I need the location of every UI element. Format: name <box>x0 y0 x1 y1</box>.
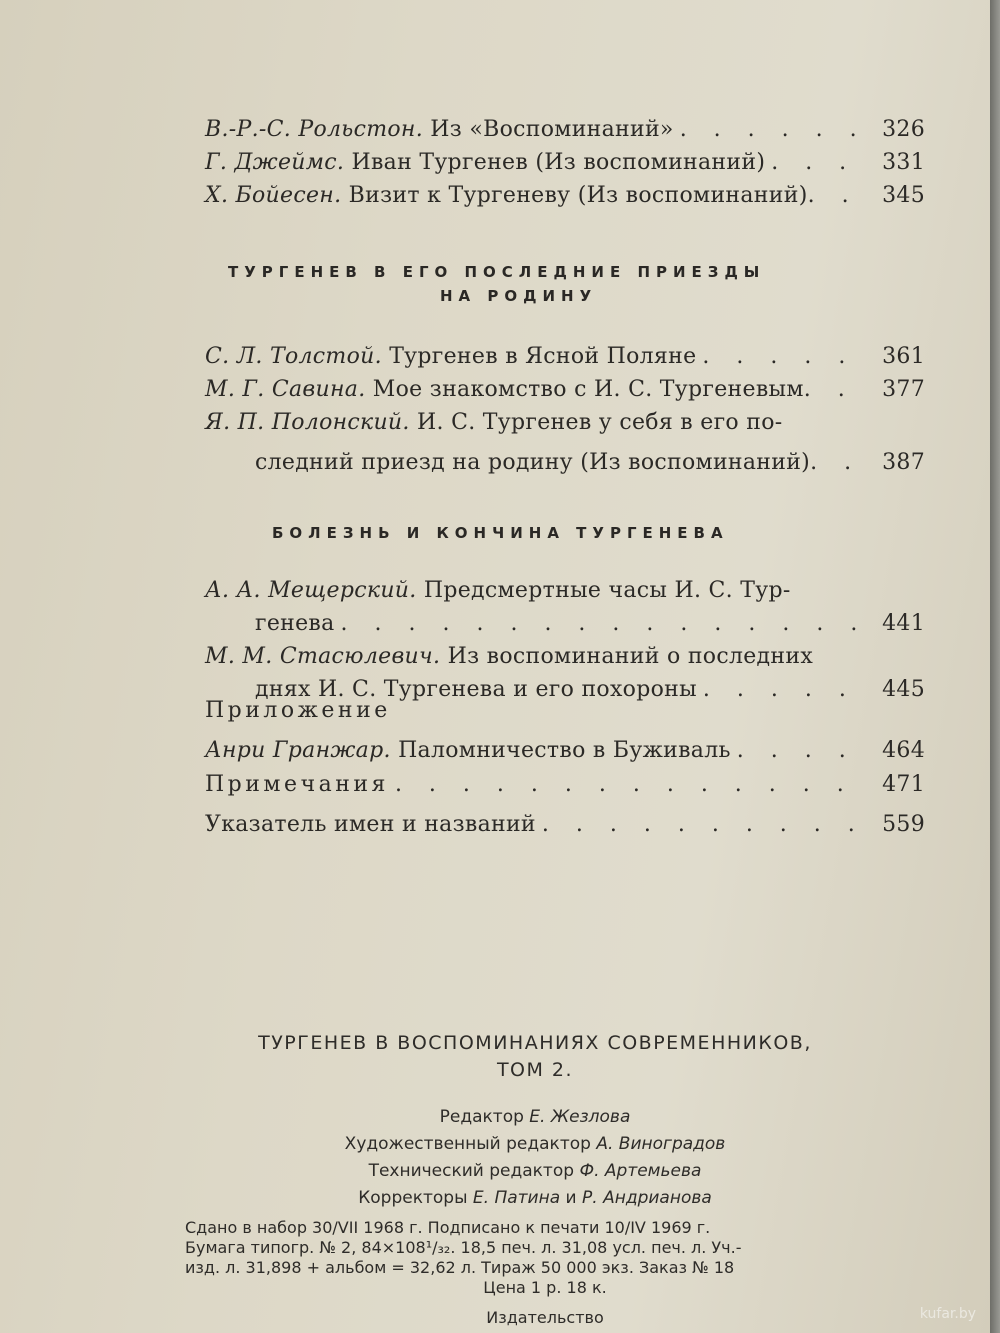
entry-page: 331 <box>882 150 925 175</box>
toc-entry <box>205 373 925 406</box>
entry-title: Иван Тургенев (Из воспоминаний) <box>351 150 766 175</box>
pub-line: Сдано в набор 30/VII 1968 г. Подписано к печати 10/IV 1969 г. <box>185 1218 711 1237</box>
entry-title: Из воспоминаний о последних <box>447 644 814 669</box>
entry-title-cont: следний приезд на родину (Из воспоминаний) <box>255 450 811 475</box>
entry-title: И. С. Тургенев у себя в его по- <box>417 410 783 435</box>
credit-proofreaders <box>175 1185 895 1212</box>
credit-name: Р. Андрианова <box>582 1188 712 1208</box>
leader-dots <box>542 808 859 841</box>
pub-line: Бумага типогр. № 2, 84×108¹/₃₂. 18,5 печ. л. 31,08 усл. печ. л. Уч.- <box>185 1238 742 1257</box>
page-edge-shadow <box>990 0 1000 1333</box>
entry-page: 361 <box>882 344 925 369</box>
pub-price: Цена 1 р. 18 к. <box>483 1278 607 1297</box>
credit-label: Корректоры <box>358 1188 468 1208</box>
toc-entry <box>205 734 925 767</box>
toc-entry <box>205 179 925 212</box>
section-heading: ТУРГЕНЕВ В ЕГО ПОСЛЕДНИЕ ПРИЕЗДЫ <box>228 263 766 281</box>
entry-page: 326 <box>882 117 925 142</box>
entry-author: М. М. Стасюлевич. <box>205 644 441 669</box>
credit-label: Художественный редактор <box>344 1134 591 1154</box>
watermark: kufar.by <box>919 1306 976 1322</box>
entry-title: Тургенев в Ясной Поляне <box>389 344 697 369</box>
section-heading-cont: НА РОДИНУ <box>440 287 598 305</box>
credit-label: Технический редактор <box>368 1161 575 1181</box>
entry-page: 387 <box>882 450 925 475</box>
entry-author: Г. Джеймс. <box>205 150 345 175</box>
entry-title: Мое знакомство с И. С. Тургеневым <box>372 377 804 402</box>
entry-title: Паломничество в Буживаль <box>398 738 731 763</box>
credit-label: Редактор <box>439 1107 524 1127</box>
credit-name: А. Виноградов <box>596 1134 726 1154</box>
imprint-block <box>175 1030 895 1212</box>
credit-art-editor <box>175 1131 895 1158</box>
entry-title: Примечания <box>205 772 389 797</box>
credit-name: Е. Патина <box>472 1188 561 1208</box>
entry-author: А. А. Мещерский. <box>205 578 417 603</box>
toc-entry <box>205 808 925 841</box>
toc-entry <box>205 768 925 801</box>
entry-page: 464 <box>882 738 925 763</box>
leader-dots <box>680 113 859 146</box>
leader-dots <box>810 446 865 479</box>
entry-page: 471 <box>882 772 925 797</box>
credit-name: Ф. Артемьева <box>579 1161 702 1181</box>
entry-title: Из «Воспоминаний» <box>430 117 674 142</box>
leader-dots <box>804 373 865 406</box>
entry-author: С. Л. Толстой. <box>205 344 382 369</box>
entry-title: Визит к Тургеневу (Из воспоминаний) <box>348 183 808 208</box>
entry-page: 559 <box>882 812 925 837</box>
leader-dots <box>808 179 865 212</box>
pub-publisher: Издательство <box>486 1308 604 1327</box>
entry-page: 445 <box>882 677 925 702</box>
leader-dots <box>737 734 859 767</box>
entry-page: 345 <box>882 183 925 208</box>
leader-dots <box>771 146 859 179</box>
toc-entry <box>205 340 925 373</box>
credit-conjunction: и <box>565 1188 577 1208</box>
entry-author: М. Г. Савина. <box>205 377 366 402</box>
toc-entry <box>205 146 925 179</box>
appendix-label: Приложение <box>205 698 391 723</box>
entry-title-cont: днях И. С. Тургенева и его похороны <box>255 677 697 702</box>
leader-dots <box>341 607 859 640</box>
credit-tech-editor <box>175 1158 895 1185</box>
entry-author: Анри Гранжар. <box>205 738 391 763</box>
entry-author: Х. Бойесен. <box>205 183 342 208</box>
publication-details <box>185 1218 905 1328</box>
leader-dots <box>702 340 859 373</box>
entry-title-cont: генева <box>255 611 335 636</box>
entry-page: 441 <box>882 611 925 636</box>
section-heading: БОЛЕЗНЬ И КОНЧИНА ТУРГЕНЕВА <box>272 524 729 542</box>
pub-line: изд. л. 31,898 + альбом = 32,62 л. Тираж 50 000 экз. Заказ № 18 <box>185 1258 735 1277</box>
entry-author: В.-Р.-С. Рольстон. <box>205 117 423 142</box>
book-volume: ТОМ 2. <box>496 1059 574 1081</box>
book-title: ТУРГЕНЕВ В ВОСПОМИНАНИЯХ СОВРЕМЕННИКОВ, <box>258 1032 812 1054</box>
credit-editor <box>175 1104 895 1131</box>
entry-author: Я. П. Полонский. <box>205 410 410 435</box>
credit-name: Е. Жезлова <box>529 1107 631 1127</box>
toc-entry <box>205 406 925 479</box>
toc-entry <box>205 574 925 640</box>
entry-title: Указатель имен и названий <box>205 812 536 837</box>
toc-entry <box>205 113 925 146</box>
leader-dots <box>395 768 859 801</box>
entry-title: Предсмертные часы И. С. Тур- <box>423 578 791 603</box>
entry-page: 377 <box>882 377 925 402</box>
